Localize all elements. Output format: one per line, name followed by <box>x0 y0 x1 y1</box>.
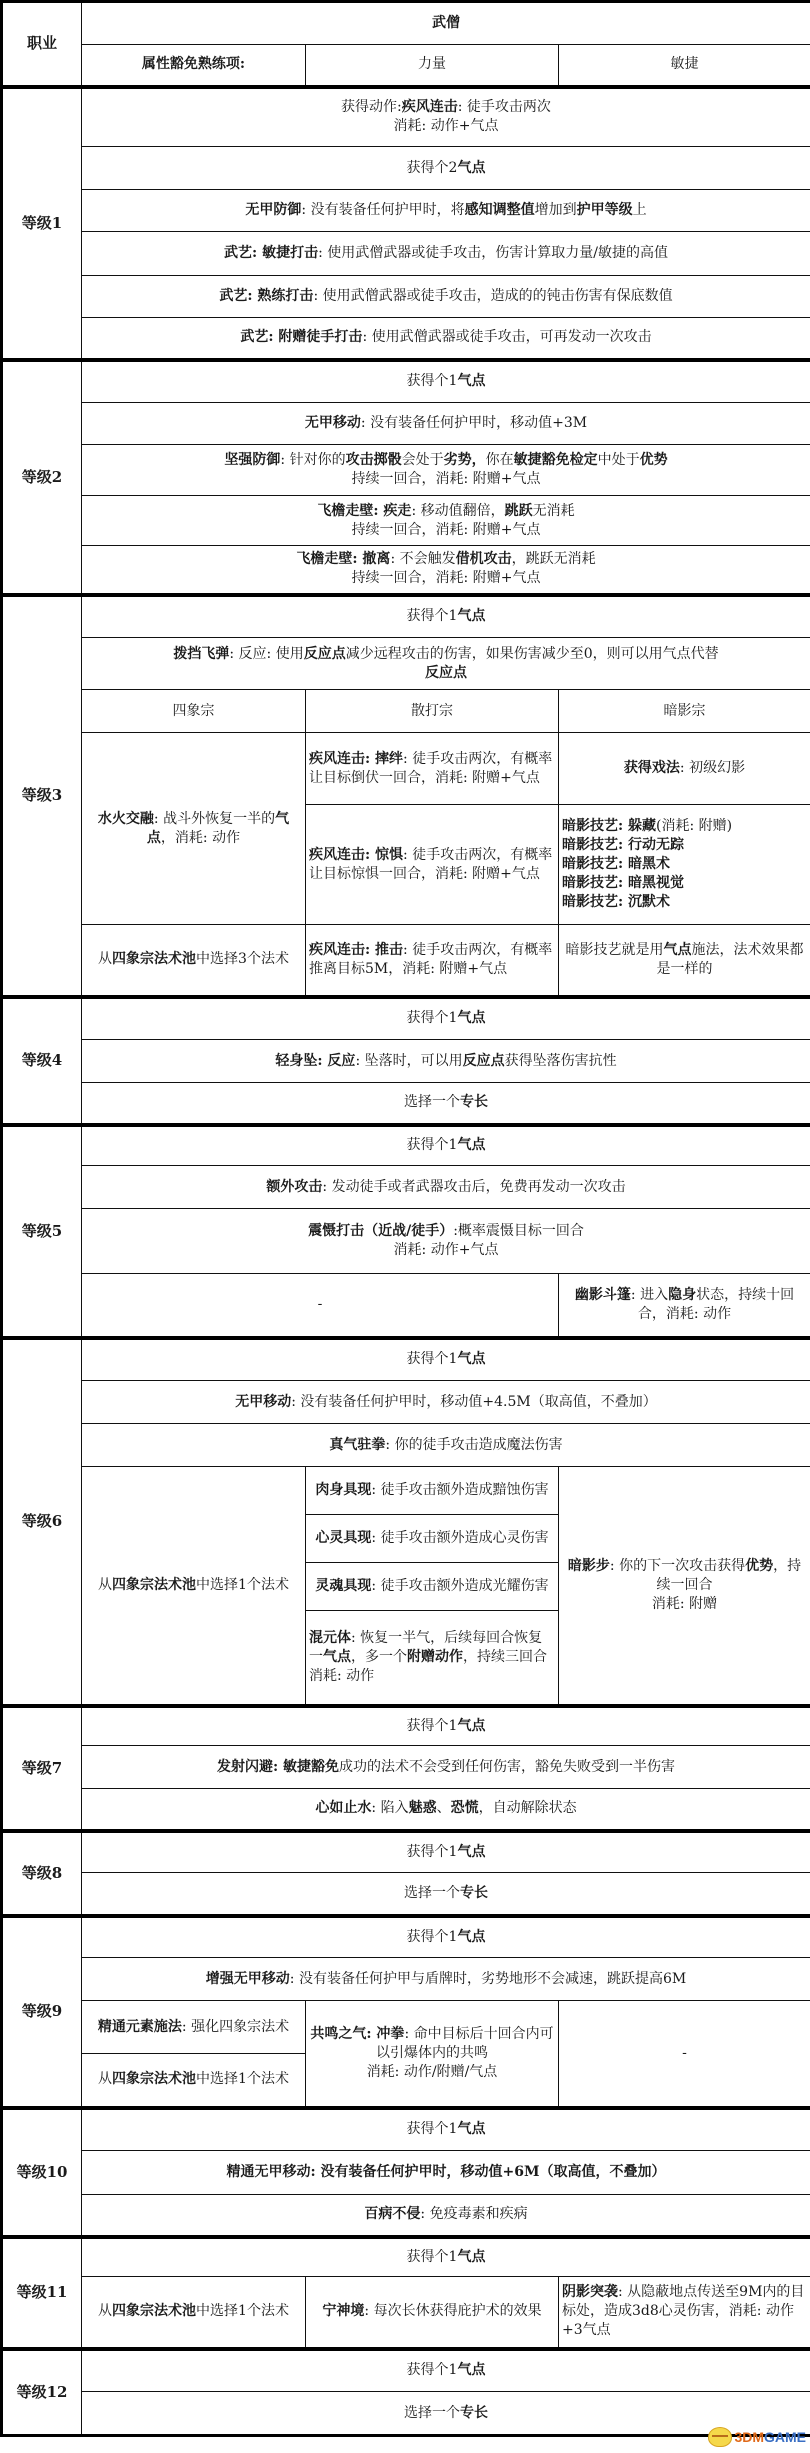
level-6-wholeness-of-body: 混元体: 恢复一半气，后续每回合恢复一气点，多一个附赠动作，持续三回合 消耗: 动作 <box>306 1611 559 1706</box>
shadow-art-darkness: 暗影技艺: 暗黑术 <box>562 856 671 872</box>
shadow-art-pass-without-trace: 暗影技艺: 行动无踪 <box>562 837 685 853</box>
level-6-shadow-step: 暗影步: 你的下一次攻击获得优势，持续一回合 消耗: 附赠 <box>559 1467 810 1706</box>
level-11-tranquility: 宁神境: 每次长休获得庇护术的效果 <box>306 2277 559 2349</box>
class-name: 武僧 <box>82 2 810 45</box>
level-10-ki-gain: 获得个1气点 <box>82 2108 810 2151</box>
level-3-shadow-arts-list <box>559 805 810 925</box>
level-11-choose-spell: 从四象宗法术池中选择1个法术 <box>82 2277 306 2349</box>
watermark-3dm: 3DM <box>734 2429 764 2445</box>
level-6-unarmored-movement: 无甲移动: 没有装备任何护甲时，移动值+4.5M（取高值，不叠加） <box>82 1381 810 1424</box>
level-3-choose-spells: 从四象宗法术池中选择3个法术 <box>82 925 306 997</box>
level-11-label: 等级11 <box>2 2237 82 2349</box>
level-10-label: 等级10 <box>2 2108 82 2237</box>
level-1-bonus-unarmed-strike: 武艺: 附赠徒手打击: 使用武僧武器或徒手攻击，可再发动一次攻击 <box>82 318 810 360</box>
subclass-shadow: 暗影宗 <box>559 690 810 733</box>
level-2-label: 等级2 <box>2 360 82 595</box>
level-12-label: 等级12 <box>2 2349 82 2436</box>
watermark-game: GAME <box>764 2429 806 2445</box>
level-6-mind-manifest: 心灵具现: 徒手攻击额外造成心灵伤害 <box>306 1515 559 1563</box>
level-1-unarmored-defense: 无甲防御: 没有装备任何护甲时，将感知调整值增加到护甲等级上 <box>82 190 810 232</box>
watermark-logo <box>708 2427 806 2447</box>
level-1-ki-gain: 获得个2气点 <box>82 147 810 190</box>
class-label: 职业 <box>2 2 82 87</box>
level-4-label: 等级4 <box>2 997 82 1125</box>
level-10-mastered-unarmored-movement: 精通无甲移动: 没有装备任何护甲时，移动值+6M（取高值，不叠加） <box>82 2151 810 2195</box>
level-3-flurry-topple: 疾风连击: 摔绊: 徒手攻击两次，有概率让目标倒伏一回合，消耗: 附赠+气点 <box>306 733 559 805</box>
level-9-improved-unarmored-movement: 增强无甲移动: 没有装备任何护甲与盾牌时，劣势地形不会减速，跳跃提高6M <box>82 1958 810 2001</box>
level-3-elemental-attunement: 水火交融: 战斗外恢复一半的气点，消耗: 动作 <box>82 733 306 925</box>
level-5-label: 等级5 <box>2 1125 82 1338</box>
level-5-extra-attack: 额外攻击: 发动徒手或者武器攻击后，免费再发动一次攻击 <box>82 1166 810 1209</box>
level-3-flurry-push: 疾风连击: 推击: 徒手攻击两次，有概率推离目标5M，消耗: 附赠+气点 <box>306 925 559 997</box>
level-11-shadow-strike: 阴影突袭: 从隐蔽地点传送至9M内的目标处，造成3d8心灵伤害，消耗: 动作+3气点 <box>559 2277 810 2349</box>
level-6-soul-manifest: 灵魂具现: 徒手攻击额外造成光耀伤害 <box>306 1563 559 1611</box>
level-5-stunning-strike: 震慑打击（近战/徒手）:概率震慑目标一回合 消耗: 动作+气点 <box>82 1209 810 1274</box>
level-3-label: 等级3 <box>2 595 82 997</box>
level-12-ki-gain: 获得个1气点 <box>82 2349 810 2392</box>
subclass-four-elements: 四象宗 <box>82 690 306 733</box>
level-5-ki-gain: 获得个1气点 <box>82 1125 810 1166</box>
level-9-ki-gain: 获得个1气点 <box>82 1916 810 1958</box>
level-3-ki-gain: 获得个1气点 <box>82 595 810 638</box>
level-9-elemental-mastery: 精通元素施法: 强化四象宗法术 <box>82 2001 306 2054</box>
level-6-ki-gain: 获得个1气点 <box>82 1338 810 1381</box>
level-2-patient-defense: 坚强防御: 针对你的攻击掷骰会处于劣势，你在敏捷豁免检定中处于优势 持续一回合，消耗: 附赠+气点 <box>82 445 810 496</box>
level-8-ki-gain: 获得个1气点 <box>82 1831 810 1873</box>
chick-mascot-icon <box>708 2427 732 2447</box>
level-5-cloak-of-shadows: 幽影斗篷: 进入隐身状态，持续十回合，消耗: 动作 <box>559 1274 810 1338</box>
saves-label: 属性豁免熟练项: <box>82 45 306 87</box>
shadow-art-darkvision: 暗影技艺: 暗黑视觉 <box>562 875 685 891</box>
level-7-ki-gain: 获得个1气点 <box>82 1706 810 1746</box>
shadow-art-silence: 暗影技艺: 沉默术 <box>562 894 671 910</box>
level-9-choose-spell: 从四象宗法术池中选择1个法术 <box>82 2054 306 2108</box>
level-7-stillness-of-mind: 心如止水: 陷入魅惑、恐慌，自动解除状态 <box>82 1789 810 1831</box>
level-10-purity-of-body: 百病不侵: 免疫毒素和疾病 <box>82 2195 810 2237</box>
level-6-empowered-strikes: 真气驻拳: 你的徒手攻击造成魔法伤害 <box>82 1424 810 1467</box>
level-1-proficient-strike: 武艺: 熟练打击: 使用武僧武器或徒手攻击，造成的的钝击伤害有保底数值 <box>82 276 810 318</box>
level-7-evasion: 发射闪避: 敏捷豁免成功的法术不会受到任何伤害，豁免失败受到一半伤害 <box>82 1746 810 1789</box>
level-4-feat: 选择一个专长 <box>82 1083 810 1125</box>
level-5-empty: - <box>82 1274 559 1338</box>
subclass-open-hand: 散打宗 <box>306 690 559 733</box>
level-2-unarmored-movement: 无甲移动: 没有装备任何护甲时，移动值+3M <box>82 403 810 445</box>
shadow-art-hide: 暗影技艺: 躲藏(消耗: 附赠) <box>562 818 733 834</box>
level-8-feat: 选择一个专长 <box>82 1873 810 1916</box>
level-2-step-of-wind-dash: 飞檐走壁: 疾走: 移动值翻倍，跳跃无消耗 持续一回合，消耗: 附赠+气点 <box>82 496 810 546</box>
level-9-resonating-palm: 共鸣之气: 冲拳: 命中目标后十回合内可以引爆体内的共鸣 消耗: 动作/附赠/气点 <box>306 2001 559 2108</box>
level-6-label: 等级6 <box>2 1338 82 1706</box>
level-1-dex-strike: 武艺: 敏捷打击: 使用武僧武器或徒手攻击，伤害计算取力量/敏捷的高值 <box>82 232 810 276</box>
level-3-flurry-frighten: 疾风连击: 惊惧: 徒手攻击两次，有概率让目标惊惧一回合，消耗: 附赠+气点 <box>306 805 559 925</box>
level-7-label: 等级7 <box>2 1706 82 1831</box>
level-4-slow-fall: 轻身坠: 反应: 坠落时，可以用反应点获得坠落伤害抗性 <box>82 1040 810 1083</box>
level-3-shadow-arts-note: 暗影技艺就是用气点施法，法术效果都是一样的 <box>559 925 810 997</box>
save-dexterity: 敏捷 <box>559 45 810 87</box>
level-1-flurry-of-blows: 获得动作:疾风连击: 徒手攻击两次 消耗: 动作+气点 <box>82 87 810 147</box>
level-3-deflect-missiles: 拨挡飞弹: 反应: 使用反应点减少远程攻击的伤害，如果伤害减少至0，则可以用气点代替 反应点 <box>82 638 810 690</box>
level-9-shadow-empty: - <box>559 2001 810 2108</box>
level-2-ki-gain: 获得个1气点 <box>82 360 810 403</box>
save-strength: 力量 <box>306 45 559 87</box>
level-11-ki-gain: 获得个1气点 <box>82 2237 810 2277</box>
level-4-ki-gain: 获得个1气点 <box>82 997 810 1040</box>
level-2-step-of-wind-disengage: 飞檐走壁: 撤离: 不会触发借机攻击，跳跃无消耗 持续一回合，消耗: 附赠+气点 <box>82 546 810 595</box>
level-8-label: 等级8 <box>2 1831 82 1916</box>
level-3-minor-illusion: 获得戏法: 初级幻影 <box>559 733 810 805</box>
level-9-label: 等级9 <box>2 1916 82 2108</box>
level-6-choose-spell: 从四象宗法术池中选择1个法术 <box>82 1467 306 1706</box>
level-12-feat: 选择一个专长 <box>82 2392 810 2436</box>
level-1-label: 等级1 <box>2 87 82 360</box>
level-6-body-manifest: 肉身具现: 徒手攻击额外造成黯蚀伤害 <box>306 1467 559 1515</box>
